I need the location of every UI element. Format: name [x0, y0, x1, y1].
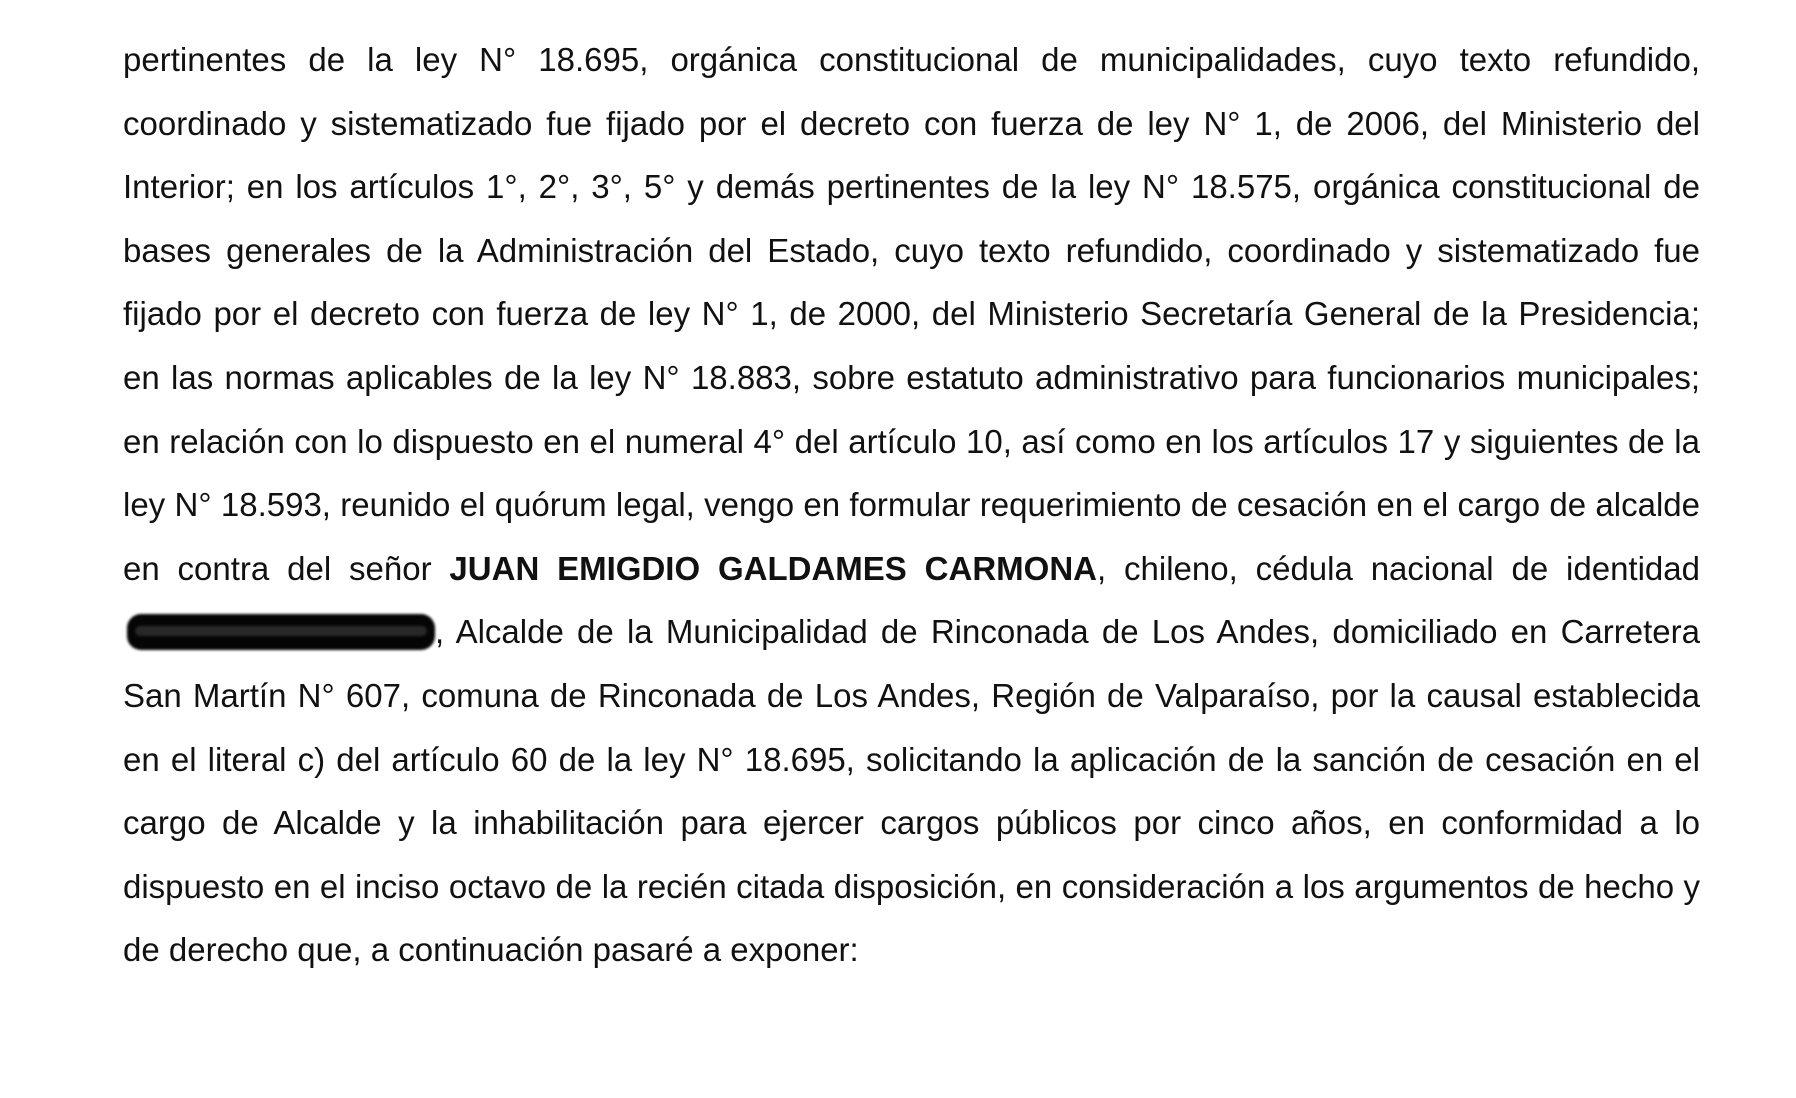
paragraph-text-nationality: , chileno, cédula nacional de identidad — [1096, 549, 1700, 587]
redacted-id-number — [127, 614, 435, 650]
paragraph-text-closing: Alcalde de la Municipalidad de Rinconada de Los Andes, domiciliado en Carretera San Martín N° 607, comuna de Rinconada de Los Andes, Región de Valparaíso, por la causal establecida en el literal c) del artículo 60 de la ley N° 18.695, solicitando la aplicación de la sanción de cesación en el cargo de Alcalde y la inhabilitación para ejercer cargos públicos por cinco años, en conformidad a lo dispuesto en el inciso octavo de la recién citada disposición, en consideración a los argumentos de hecho y de derecho que, a continuación pasaré a exponer: — [123, 613, 1700, 969]
respondent-name: JUAN EMIGDIO GALDAMES CARMONA — [449, 549, 1097, 587]
paragraph-text-intro: pertinentes de la ley N° 18.695, orgánica constitucional de municipalidades, cuyo texto refundido, coordinado y sistematizado fue fijado por el decreto con fuerza de ley N° 1, de 2006, del Ministerio del Interior; en los artículos 1°, 2°, 3°, 5° y demás pertinentes de la ley N° 18.575, orgánica constitucional de bases generales de la Administración del Estado, cuyo texto refundido, coordinado y sistematizado fue fijado por el decreto con fuerza de ley N° 1, de 2000, del Ministerio Secretaría General de la Presidencia; en las normas aplicables de la ley N° 18.883, sobre estatuto administrativo para funcionarios municipales; en relación con lo dispuesto en el numeral 4° del artículo 10, así como en los artículos 17 y siguientes de la ley N° 18.593, reunido el quórum legal, vengo en formular requerimiento de cesación en el cargo de alcalde en contra del señor — [123, 41, 1700, 587]
body-paragraph — [123, 28, 1700, 982]
document-page — [123, 28, 1700, 982]
paragraph-comma: , — [435, 613, 445, 651]
